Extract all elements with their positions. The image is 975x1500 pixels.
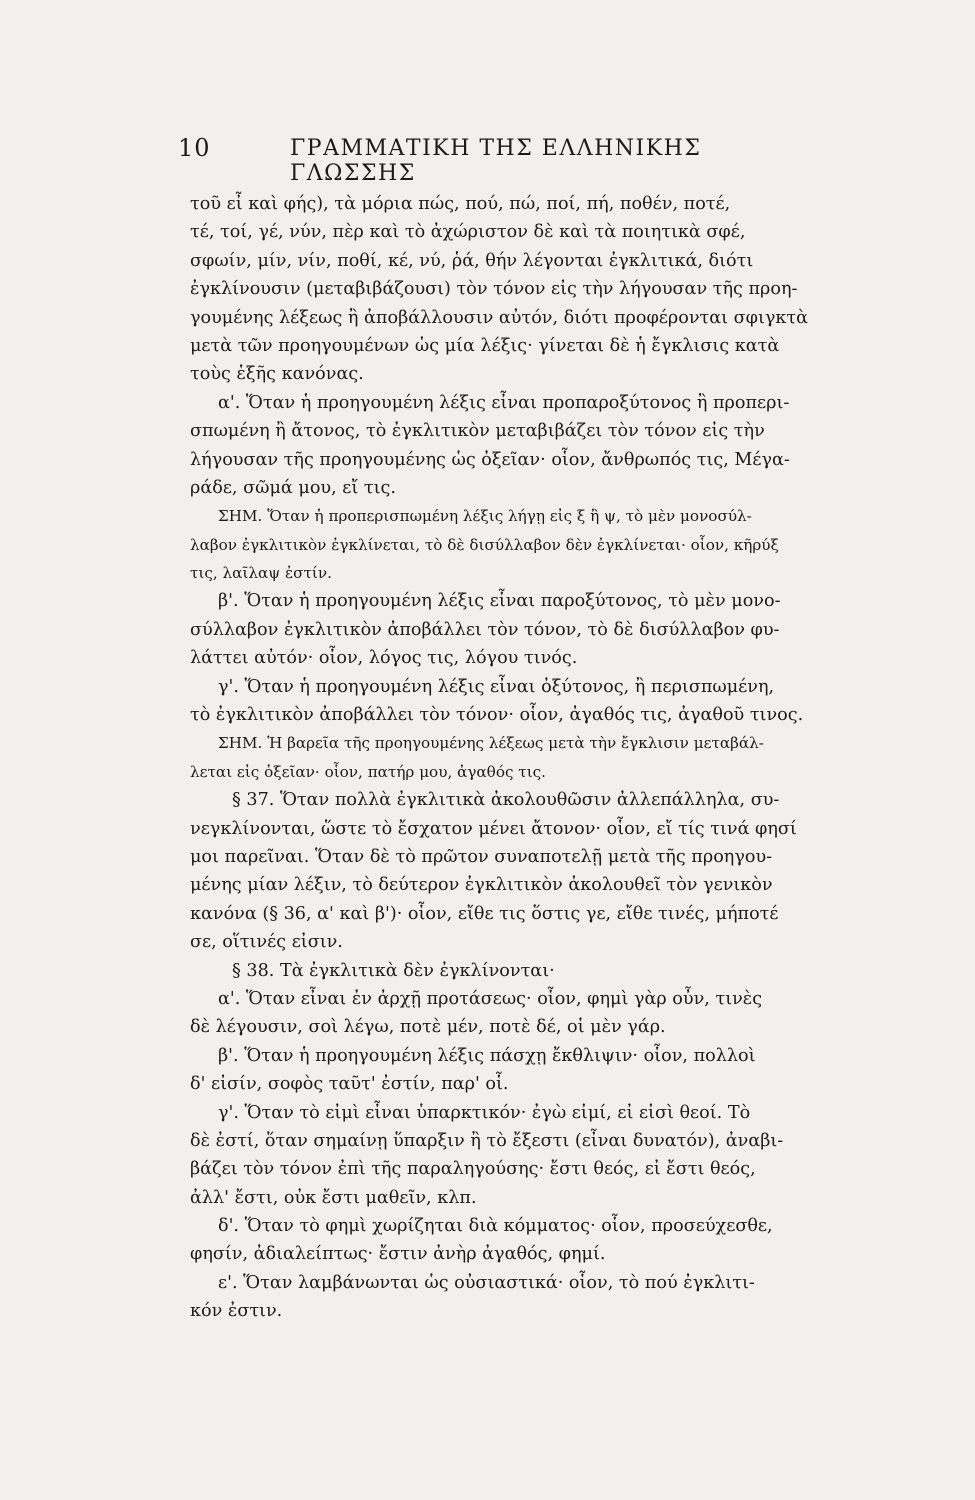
text-line: μοι παρεῖναι. Ὅταν δὲ τὸ πρῶτον συναποτελῇ μετὰ τῆς προηγου-: [190, 846, 773, 867]
text-line: ράδε, σῶμά μου, εἴ τις.: [190, 477, 396, 498]
text-line: σύλλαβον ἐγκλιτικὸν ἀποβάλλει τὸν τόνον, τὸ δὲ δισύλλαβον φυ-: [190, 619, 780, 640]
text-line: τέ, τοί, γέ, νύν, πὲρ καὶ τὸ ἀχώριστον δὲ καὶ τὰ ποιητικὰ σφέ,: [190, 222, 746, 243]
text-line: κόν ἐστιν.: [190, 1301, 283, 1322]
text-line: σπωμένη ἢ ἄτονος, τὸ ἐγκλιτικὸν μεταβιβάζει τὸν τόνον εἰς τὴν: [190, 421, 765, 442]
page-header: [178, 134, 818, 186]
rule-delta: δ'. Ὅταν τὸ φημὶ χωρίζηται διὰ κόμματος· οἷον, προσεύχεσθε,: [218, 1216, 773, 1237]
text-line: τοῦ εἶ καὶ φής), τὰ μόρια πώς, πού, πώ, ποί, πή, ποθέν, ποτέ,: [190, 194, 731, 214]
text-line: μένης μίαν λέξιν, τὸ δεύτερον ἐγκλιτικὸν ἀκολουθεῖ τὸν γενικὸν: [190, 875, 773, 896]
text-line: δ' εἰσίν, σοφὸς ταῦτ' ἐστίν, παρ' οἷ.: [190, 1074, 509, 1095]
section-37: § 37. Ὅταν πολλὰ ἐγκλιτικὰ ἀκολουθῶσιν ἀλλεπάλληλα, συ-: [232, 790, 780, 811]
rule-gamma: γ'. Ὅταν τὸ εἰμὶ εἶναι ὑπαρκτικόν· ἐγὼ εἰμί, εἰ εἰσὶ θεοί. Τὸ: [218, 1102, 751, 1123]
note-line: ΣΗΜ. Ὅταν ἡ προπερισπωμένη λέξις λήγῃ εἰς ξ ἢ ψ, τὸ μὲν μονοσύλ-: [218, 507, 752, 526]
rule-beta: β'. Ὅταν ἡ προηγουμένη λέξις εἶναι παροξύτονος, τὸ μὲν μονο-: [218, 591, 781, 612]
text-line: σφωίν, μίν, νίν, ποθί, κέ, νύ, ῥά, θήν λέγονται ἐγκλιτικά, διότι: [190, 250, 754, 271]
rule-alpha: α'. Ὅταν ἡ προηγουμένη λέξις εἶναι προπαροξύτονος ἢ προπερι-: [218, 392, 790, 413]
text-line: κανόνα (§ 36, α' καὶ β')· οἷον, εἴθε τις ὅστις γε, εἴθε τινές, μήποτέ: [190, 903, 779, 924]
body-text: [190, 190, 930, 1326]
rule-beta: β'. Ὅταν ἡ προηγουμένη λέξις πάσχῃ ἔκθλιψιν· οἷον, πολλοὶ: [218, 1045, 756, 1066]
rule-alpha: α'. Ὅταν εἶναι ἐν ἀρχῇ προτάσεως· οἷον, φημὶ γὰρ οὖν, τινὲς: [218, 988, 763, 1009]
section-38: § 38. Τὰ ἐγκλιτικὰ δὲν ἐγκλίνονται·: [232, 960, 555, 981]
text-line: μετὰ τῶν προηγουμένων ὡς μία λέξις· γίνεται δὲ ἡ ἔγκλισις κατὰ: [190, 335, 780, 356]
rule-gamma: γ'. Ὅταν ἡ προηγουμένη λέξις εἶναι ὀξύτονος, ἢ περισπωμένη,: [218, 676, 775, 697]
text-line: γουμένης λέξεως ἢ ἀποβάλλουσιν αὐτόν, διότι προφέρονται σφιγκτὰ: [190, 307, 809, 328]
text-line: λήγουσαν τῆς προηγουμένης ὡς ὀξεῖαν· οἷον, ἄνθρωπός τις, Μέγα-: [190, 449, 790, 470]
text-line: βάζει τὸν τόνον ἐπὶ τῆς παραληγούσης· ἔστι θεός, εἰ ἔστι θεός,: [190, 1159, 756, 1180]
text-line: δὲ ἐστί, ὅταν σημαίνῃ ὕπαρξιν ἢ τὸ ἔξεστι (εἶναι δυνατόν), ἀναβι-: [190, 1130, 784, 1151]
running-title: ΓΡΑΜΜΑΤΙΚΗ ΤΗΣ ΕΛΛΗΝΙΚΗΣ ΓΛΩΣΣΗΣ: [290, 136, 702, 186]
text-line: λάττει αὐτόν· οἷον, λόγος τις, λόγου τινός.: [190, 648, 578, 669]
note-line: λαβον ἐγκλιτικὸν ἐγκλίνεται, τὸ δὲ δισύλλαβον δὲν ἐγκλίνεται· οἷον, κῆρύξ: [190, 535, 779, 554]
text-line: νεγκλίνονται, ὥστε τὸ ἔσχατον μένει ἄτονον· οἷον, εἴ τίς τινά φησί: [190, 818, 797, 839]
note-line: τις, λαῖλαψ ἐστίν.: [190, 564, 332, 583]
text-line: ἐγκλίνουσιν (μεταβιβάζουσι) τὸν τόνον εἰς τὴν λήγουσαν τῆς προη-: [190, 279, 798, 300]
text-line: τὸ ἐγκλιτικὸν ἀποβάλλει τὸν τόνον· οἷον, ἀγαθός τις, ἀγαθοῦ τινος.: [190, 705, 804, 726]
page-number: 10: [178, 134, 211, 162]
text-line: τοὺς ἑξῆς κανόνας.: [190, 364, 364, 385]
note-line: λεται εἰς ὀξεῖαν· οἷον, πατήρ μου, ἀγαθός τις.: [190, 762, 546, 781]
note-line: ΣΗΜ. Ἡ βαρεῖα τῆς προηγουμένης λέξεως μετὰ τὴν ἔγκλισιν μεταβάλ-: [218, 734, 764, 753]
text-line: δὲ λέγουσιν, σοὶ λέγω, ποτὲ μέν, ποτὲ δέ, οἱ μὲν γάρ.: [190, 1017, 666, 1038]
text-line: ἀλλ' ἔστι, οὐκ ἔστι μαθεῖν, κλπ.: [190, 1187, 477, 1208]
text-line: φησίν, ἀδιαλείπτως· ἔστιν ἀνὴρ ἀγαθός, φημί.: [190, 1244, 606, 1265]
text-line: σε, οἵτινές εἰσιν.: [190, 932, 343, 953]
rule-epsilon: ε'. Ὅταν λαμβάνωνται ὡς οὐσιαστικά· οἷον, τὸ πού ἐγκλιτι-: [218, 1272, 755, 1293]
